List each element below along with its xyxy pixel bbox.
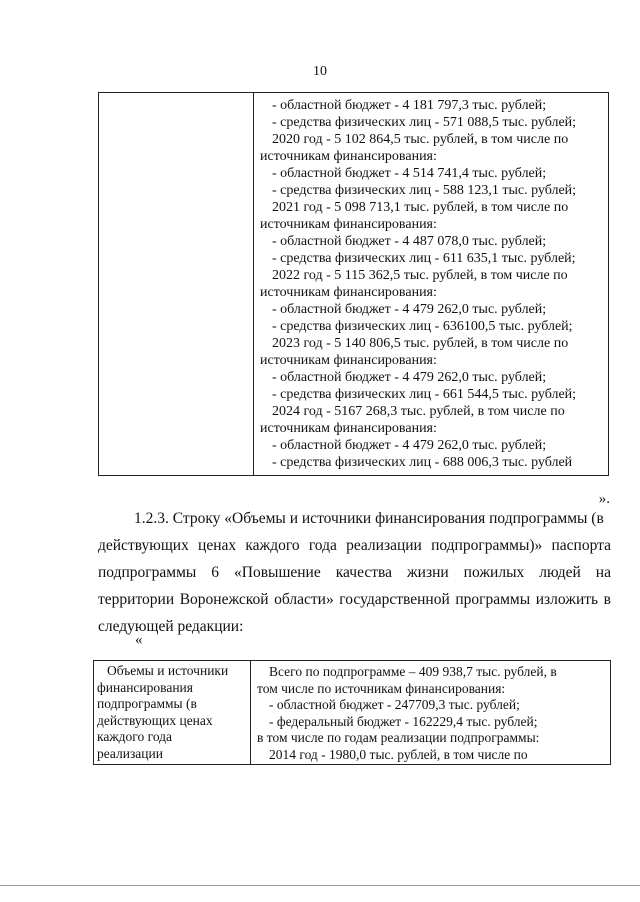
amendment-paragraph [98,505,611,640]
table1-right-cell [254,93,609,476]
table1-line: - областной бюджет - 4 514 741,4 тыс. рублей; [272,166,547,181]
table2-right-cell [251,661,611,765]
financing-table-continued [98,92,609,476]
table1-line: - областной бюджет - 4 487 078,0 тыс. рублей; [272,234,547,249]
table1-line: - областной бюджет - 4 479 262,0 тыс. рублей; [272,302,547,317]
table1-line: 2021 год - 5 098 713,1 тыс. рублей, в том числе по [272,200,569,215]
paragraph-first-line: 1.2.3. Строку «Объемы и источники финансирования подпрограммы (в [134,510,604,527]
table1-line: 2020 год - 5 102 864,5 тыс. рублей, в том числе по [272,132,569,147]
table1-line: источникам финансирования: [260,149,437,164]
table2-right-line: - федеральный бюджет - 162229,4 тыс. рублей; [269,713,538,729]
table1-line: 2022 год - 5 115 362,5 тыс. рублей, в том числе по [272,268,568,283]
table1-line: источникам финансирования: [260,353,437,368]
paragraph-body: действующих ценах каждого года реализации подпрограммы)» паспорта подпрограммы 6 «Повышение качества жизни пожилых людей на территории Воронежской области» государственной программы изложить в следующей редакции: [98,537,611,635]
table1-line: - средства физических лиц - 588 123,1 тыс. рублей; [272,183,577,198]
table2-right-line: том числе по источникам финансирования: [257,680,506,696]
table1-line: - средства физических лиц - 688 006,3 тыс. рублей [272,455,573,470]
table1-line: - областной бюджет - 4 181 797,3 тыс. рублей; [272,98,547,113]
table2-left-cell [94,661,251,765]
table2-left-line: подпрограммы (в [97,696,197,711]
table1-left-cell [99,93,254,476]
table1-line: 2024 год - 5167 268,3 тыс. рублей, в том числе по [272,404,565,419]
new-financing-table [93,660,611,765]
table1-line: источникам финансирования: [260,421,437,436]
table2-right-line: - областной бюджет - 247709,3 тыс. рублей; [269,697,520,712]
table1-line: - областной бюджет - 4 479 262,0 тыс. рублей; [272,370,547,385]
table2-left-line: Объемы и источники [107,663,229,678]
table2-left-line: реализации [97,745,163,761]
table1-line: - средства физических лиц - 611 635,1 тыс. рублей; [272,251,576,266]
table2-right-line: 2014 год - 1980,0 тыс. рублей, в том числе по [269,746,528,762]
table1-line: источникам финансирования: [260,285,437,300]
table1-line: - средства физических лиц - 636100,5 тыс. рублей; [272,319,573,334]
table2-left-line: каждого года [97,729,173,744]
table1-line: - средства физических лиц - 571 088,5 тыс. рублей; [272,115,577,130]
table2-right-line: Всего по подпрограмме – 409 938,7 тыс. рублей, в [269,664,557,679]
table1-line: - средства физических лиц - 661 544,5 тыс. рублей; [272,387,577,402]
closing-quote: ». [598,491,610,507]
table1-line: источникам финансирования: [260,217,437,232]
table1-line: 2023 год - 5 140 806,5 тыс. рублей, в том числе по [272,336,569,351]
table2-right-line: в том числе по годам реализации подпрограммы: [257,730,540,745]
page-number: 10 [313,64,327,79]
table2-left-line: действующих ценах [97,712,213,728]
opening-quote: « [135,632,143,648]
table1-line: - областной бюджет - 4 479 262,0 тыс. рублей; [272,438,547,453]
table2-left-line: финансирования [97,679,193,695]
page-bottom-rule [0,885,640,886]
